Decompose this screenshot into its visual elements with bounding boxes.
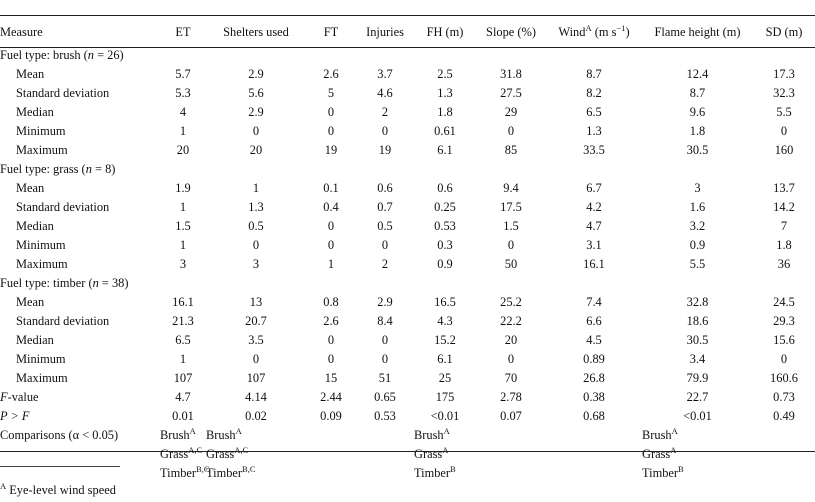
row-label: Median [16,219,54,233]
table-cell: 8.7 [689,86,706,100]
table-cell: 1 [179,124,187,138]
table-cell: 0.01 [172,409,194,423]
row-label: Minimum [16,352,66,366]
group-label [0,46,815,65]
table-cell: 22.7 [686,390,709,404]
row-label: Median [16,105,54,119]
comparison-flame [642,464,753,483]
table-cell: 4.14 [245,390,267,404]
comparison-row [0,445,815,464]
table-cell: 3.4 [689,352,706,366]
table-cell: 0 [327,219,335,233]
table-cell: 0 [381,238,389,252]
table-cell: 107 [173,371,193,385]
table-cell: 0 [381,333,389,347]
table-row [0,293,815,312]
header-shelters: Shelters used [223,25,289,39]
table-cell: 4.5 [586,333,602,347]
group-row [0,274,815,293]
comparison-flame [642,445,753,464]
table-cell: 0 [507,238,515,252]
header-measure: Measure [0,25,43,39]
table-row [0,255,815,274]
fvalue-label-rest: -value [7,390,39,404]
header-fh: FH (m) [426,25,464,39]
table-cell: 15.2 [434,333,456,347]
table-cell: 30.5 [686,143,709,157]
table-cell: 0.5 [248,219,264,233]
comparison-letter: A [671,426,678,436]
header-wind-sup: A [585,23,592,33]
comparison-letter: B [678,464,684,474]
table-cell: 5.5 [776,105,792,119]
empty-cell [306,445,356,464]
table-cell: 19 [378,143,392,157]
table-cell: 0.49 [773,409,795,423]
table-cell: 5.6 [248,86,264,100]
table-cell: 2.6 [323,67,339,81]
table-cell: 6.5 [586,105,602,119]
table-cell: 8.4 [377,314,393,328]
table-cell: 20.7 [245,314,267,328]
table-cell: 0.6 [377,181,393,195]
table-cell: 4.3 [437,314,453,328]
table-cell: 1.8 [689,124,706,138]
table-cell: 20 [249,143,263,157]
table-cell: 0.9 [689,238,706,252]
table-cell: 2.9 [248,67,264,81]
comparison-fh [414,445,476,464]
row-label: Standard deviation [16,314,110,328]
comparison-letter: A,C [234,445,249,455]
table-cell: 0 [381,124,389,138]
table-cell: 0 [381,352,389,366]
table-cell: 13.7 [773,181,795,195]
table-cell: 9.4 [503,181,519,195]
comparison-et [160,426,206,445]
group-n-eq: = 8) [91,162,116,176]
header-et: ET [175,25,191,39]
comparison-row [0,464,815,483]
table-cell: 17.3 [773,67,795,81]
comparison-shelters [206,464,306,483]
table-cell: 160 [774,143,794,157]
table-cell: 0.8 [323,295,339,309]
comparison-group-name: Timber [160,466,197,480]
table-cell: 0.02 [245,409,267,423]
table-row [0,236,815,255]
header-ft: FT [323,25,339,39]
row-label: Mean [16,67,45,81]
comparison-group-name: Grass [642,447,671,461]
empty-cell [306,464,356,483]
table-cell: 1 [252,181,260,195]
table-cell: 2 [381,257,389,271]
table-cell: 0 [507,124,515,138]
header-wind-unit-close: ) [625,25,630,39]
table-cell: 27.5 [500,86,522,100]
comparison-shelters [206,426,306,445]
group-label-prefix: Fuel type: brush ( [0,48,88,62]
fvalue-label-italic: F [0,390,8,404]
table-row [0,350,815,369]
table-cell: 6.1 [437,143,453,157]
empty-cell [356,464,414,483]
table-row [0,65,815,84]
table-cell: 1.6 [689,200,706,214]
table-cell: 4.6 [377,86,393,100]
row-label: Median [16,333,54,347]
pvalue-row [0,407,815,426]
table-cell: 16.5 [434,295,456,309]
table-cell: 0.09 [320,409,342,423]
comparison-fh [414,464,476,483]
table-cell: 8.2 [586,86,602,100]
table-cell: 4.7 [175,390,191,404]
bottom-rule [0,451,815,452]
header-flame-height: Flame height (m) [654,25,741,39]
table-cell: 160.6 [770,371,798,385]
table-cell: 2 [381,105,389,119]
table-cell: 2.78 [500,390,522,404]
table-cell: 5 [327,86,335,100]
table-cell: 0 [327,124,335,138]
empty-cell [753,464,815,483]
empty-cell [306,426,356,445]
table-cell: 16.1 [583,257,605,271]
table-cell: 85 [504,143,518,157]
table-row [0,141,815,160]
statistics-table [0,18,815,483]
table-cell: 1.8 [776,238,792,252]
comparison-label: Comparisons (α < 0.05) [0,428,119,442]
table-cell: 4.7 [586,219,602,233]
table-cell: 24.5 [773,295,795,309]
table-cell: 1 [327,257,335,271]
table-cell: 0.61 [434,124,456,138]
table-cell: 14.2 [773,200,795,214]
comparison-letter: A [443,426,450,436]
table-cell: 0.07 [500,409,522,423]
table-cell: 2.9 [248,105,264,119]
table-cell: 21.3 [172,314,194,328]
table-row [0,217,815,236]
table-cell: 0.53 [374,409,396,423]
table-cell: 0.3 [437,238,453,252]
table-cell: 1.3 [586,124,602,138]
comparison-group-name: Brush [160,428,190,442]
pvalue-label: P > F [0,409,30,423]
table-cell: <0.01 [430,409,460,423]
table-cell: 0.53 [434,219,456,233]
table-cell: 70 [504,371,518,385]
table-cell: 36 [777,257,791,271]
table-cell: 51 [378,371,392,385]
comparison-label [0,445,160,464]
group-label-prefix: Fuel type: timber ( [0,276,93,290]
table-row [0,103,815,122]
table-cell: 8.7 [586,67,602,81]
table-cell: 3 [694,181,701,195]
table-cell: 3.7 [377,67,393,81]
group-label [0,160,815,179]
table-cell: 17.5 [500,200,522,214]
table-cell: 0.38 [583,390,605,404]
table-cell: 2.5 [437,67,453,81]
table-cell: 107 [246,371,266,385]
table-cell: 0.7 [377,200,393,214]
table-cell: 5.5 [689,257,706,271]
empty-cell [546,426,642,445]
group-n: n [85,162,92,176]
table-cell: 15 [324,371,338,385]
comparison-fh [414,426,476,445]
table-cell: 0.73 [773,390,795,404]
header-wind-label: Wind [558,25,586,39]
table-cell: 3.2 [689,219,706,233]
table-cell: 3.5 [248,333,264,347]
table-cell: 6.1 [437,352,453,366]
table-cell: 2.6 [323,314,339,328]
table-cell: 0.4 [323,200,339,214]
footnote-text: Eye-level wind speed [6,483,116,497]
empty-cell [753,445,815,464]
table-row [0,179,815,198]
table-cell: 32.3 [773,86,795,100]
table-cell: 22.2 [500,314,522,328]
table-cell: 3 [252,257,260,271]
table-cell: 31.8 [500,67,522,81]
group-n: n [92,276,99,290]
comparison-group-name: Brush [642,428,672,442]
comparison-letter: A [670,445,677,455]
table-cell: 1.5 [175,219,191,233]
table-cell: 16.1 [172,295,194,309]
table-cell: 1.8 [437,105,453,119]
empty-cell [546,445,642,464]
table-cell: 1.9 [175,181,191,195]
empty-cell [476,445,546,464]
table-cell: 1 [179,200,187,214]
table-cell: 0 [252,124,260,138]
table-cell: 19 [324,143,338,157]
table-cell: 0 [507,352,515,366]
table-cell: 26.8 [583,371,605,385]
table-cell: 1.5 [503,219,519,233]
table-cell: 0 [252,238,260,252]
table-cell: 12.4 [686,67,709,81]
table-cell: 20 [504,333,518,347]
group-label [0,274,815,293]
table-row [0,312,815,331]
empty-cell [546,464,642,483]
table-cell: 0.65 [374,390,396,404]
table-cell: 1.3 [248,200,264,214]
row-label: Maximum [16,257,68,271]
group-n: n [87,48,94,62]
table-row [0,84,815,103]
table-cell: 29.3 [773,314,795,328]
table-cell: 5.7 [175,67,191,81]
table-cell: 0.25 [434,200,456,214]
table-cell: 3.1 [586,238,602,252]
table-cell: 2.44 [320,390,342,404]
table-cell: 7.4 [586,295,602,309]
table-cell: 25 [438,371,452,385]
row-label: Maximum [16,371,68,385]
comparison-group-name: Grass [206,447,235,461]
empty-cell [356,445,414,464]
table-cell: 0.6 [437,181,453,195]
comparison-et [160,464,210,483]
table-cell: 29 [504,105,518,119]
table-cell: 32.8 [686,295,709,309]
table-body [0,46,815,483]
fvalue-row [0,388,815,407]
table-cell: 0 [252,352,260,366]
table-cell: 79.9 [686,371,709,385]
table-cell: 1.3 [437,86,453,100]
table-cell: 9.6 [689,105,706,119]
table-cell: 1 [179,352,187,366]
table-cell: <0.01 [683,409,712,423]
table-cell: 0.5 [377,219,393,233]
empty-cell [356,426,414,445]
comparison-letter: A,C [188,445,203,455]
row-label: Minimum [16,124,66,138]
comparison-letter: B [450,464,456,474]
comparison-shelters [206,445,306,464]
comparison-group-name: Brush [414,428,444,442]
table-cell: 2.9 [377,295,393,309]
table-cell: 50 [504,257,518,271]
table-cell: 0.89 [583,352,605,366]
table-cell: 6.6 [586,314,602,328]
table-cell: 25.2 [500,295,522,309]
empty-cell [753,426,815,445]
table-cell: 0.9 [437,257,453,271]
group-row [0,160,815,179]
row-label: Minimum [16,238,66,252]
comparison-et [160,445,206,464]
header-wind-unit-exp: −1 [616,23,626,33]
table-cell: 0 [780,352,788,366]
comparison-letter: A [442,445,449,455]
table-cell: 5.3 [175,86,191,100]
footnote-sup: A [0,481,7,491]
table-cell: 0 [780,124,788,138]
table-cell: 0 [327,352,335,366]
comparison-letter: A [189,426,196,436]
table-cell: 0 [327,238,335,252]
group-row [0,46,815,65]
table-cell: 1 [179,238,187,252]
table-cell: 0 [327,333,335,347]
comparison-letter: A [235,426,242,436]
comparison-group-name: Grass [414,447,443,461]
table-row [0,198,815,217]
comparison-group-name: Brush [206,428,236,442]
header-wind [546,18,642,46]
header-row [0,18,815,46]
table-cell: 18.6 [686,314,709,328]
table-cell: 20 [176,143,190,157]
table-cell: 4.2 [586,200,602,214]
table-cell: 33.5 [583,143,605,157]
group-n-eq: = 26) [93,48,124,62]
table-cell: 6.5 [175,333,191,347]
header-wind-unit: (m s [594,25,617,39]
table-cell: 175 [435,390,455,404]
row-label: Standard deviation [16,200,110,214]
table-cell: 30.5 [686,333,709,347]
group-n-eq: = 38) [98,276,129,290]
fvalue-label [0,388,160,407]
table-cell: 4 [179,105,187,119]
comparison-row [0,426,815,445]
group-label-prefix: Fuel type: grass ( [0,162,86,176]
empty-cell [476,426,546,445]
comparison-letter: B,C [196,464,210,474]
table-row [0,122,815,141]
top-rule [0,15,815,16]
row-label: Mean [16,295,45,309]
comparison-group-name: Grass [160,447,189,461]
table-cell: 13 [249,295,263,309]
header-sd: SD (m) [765,25,803,39]
table-cell: 0.1 [323,181,339,195]
table-row [0,331,815,350]
table-cell: 6.7 [586,181,602,195]
row-label: Standard deviation [16,86,110,100]
comparison-group-name: Timber [642,466,679,480]
row-label: Mean [16,181,45,195]
table-cell: 0.68 [583,409,605,423]
row-label: Maximum [16,143,68,157]
footnote-rule [0,466,120,467]
header-slope: Slope (%) [486,25,536,39]
table-cell: 15.6 [773,333,795,347]
table-row [0,369,815,388]
footnote [0,483,116,498]
comparison-letter: B,C [242,464,256,474]
table-cell: 7 [780,219,788,233]
table-cell: 3 [179,257,187,271]
empty-cell [476,464,546,483]
comparison-group-name: Timber [206,466,243,480]
comparison-group-name: Timber [414,466,451,480]
header-injuries: Injuries [366,25,404,39]
comparison-flame [642,426,753,445]
table-cell: 0 [327,105,335,119]
